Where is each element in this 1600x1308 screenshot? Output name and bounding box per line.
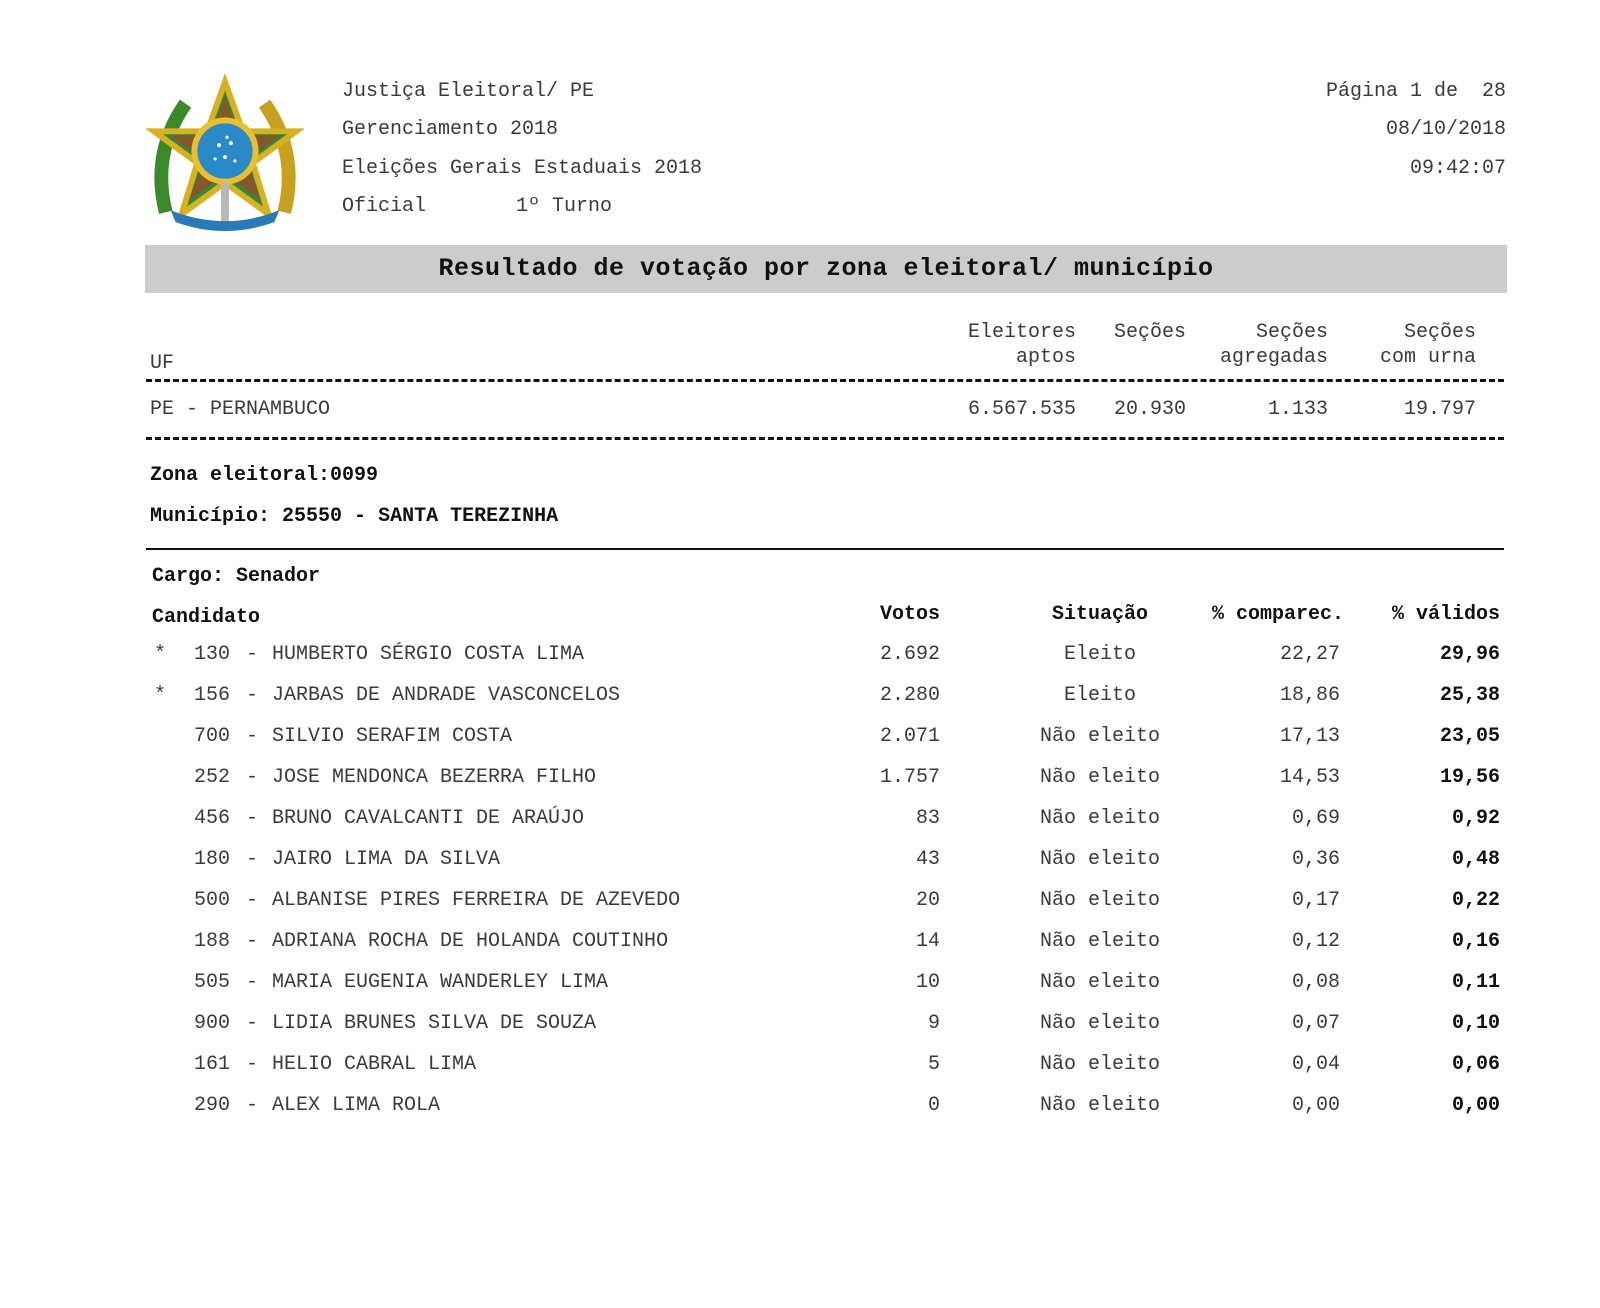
candidate-situation: Não eleito bbox=[1039, 1012, 1161, 1035]
candidate-comparec: 0,12 bbox=[1291, 930, 1340, 953]
candidate-validos: 0,06 bbox=[1451, 1053, 1500, 1076]
candidate-situation: Não eleito bbox=[1039, 1094, 1161, 1117]
separator-dash: - bbox=[246, 766, 259, 789]
candidate-situation: Não eleito bbox=[1039, 930, 1161, 953]
separator-dash: - bbox=[246, 1012, 259, 1035]
candidate-votes: 9 bbox=[927, 1012, 940, 1035]
candidate-validos: 0,92 bbox=[1451, 807, 1500, 830]
col-comparec: % comparec. bbox=[1211, 603, 1344, 626]
zona-value: 0099 bbox=[330, 464, 379, 487]
candidate-number: 290 bbox=[194, 1094, 231, 1117]
candidate-validos: 23,05 bbox=[1439, 725, 1500, 748]
cargo: Cargo: Senador bbox=[152, 565, 321, 588]
candidate-situation: Não eleito bbox=[1039, 725, 1161, 748]
candidate-comparec: 14,53 bbox=[1279, 766, 1340, 789]
report-title: Resultado de votação por zona eleitoral/ município bbox=[438, 254, 1214, 283]
candidate-name: JOSE MENDONCA BEZERRA FILHO bbox=[272, 766, 597, 789]
candidate-name: HUMBERTO SÉRGIO COSTA LIMA bbox=[272, 643, 585, 666]
dashed-divider bbox=[146, 437, 1504, 440]
separator-dash: - bbox=[246, 807, 259, 830]
candidate-name: ALBANISE PIRES FERREIRA DE AZEVEDO bbox=[272, 889, 681, 912]
candidate-comparec: 0,07 bbox=[1291, 1012, 1340, 1035]
separator-dash: - bbox=[246, 930, 259, 953]
candidate-name: ADRIANA ROCHA DE HOLANDA COUTINHO bbox=[272, 930, 669, 953]
candidate-comparec: 22,27 bbox=[1279, 643, 1340, 666]
col-secoes: Seções bbox=[1113, 321, 1186, 344]
col-candidato: Candidato bbox=[152, 606, 261, 629]
candidate-validos: 0,48 bbox=[1451, 848, 1500, 871]
header-round: 1º Turno bbox=[516, 195, 613, 218]
col-agregadas-line1: Seções bbox=[1255, 321, 1328, 344]
candidate-situation: Não eleito bbox=[1039, 807, 1161, 830]
cargo-value: Senador bbox=[236, 565, 321, 588]
candidate-elected-mark: * bbox=[154, 643, 167, 666]
header-election: Eleições Gerais Estaduais 2018 bbox=[342, 157, 703, 180]
candidate-votes: 20 bbox=[915, 889, 940, 912]
candidate-comparec: 0,04 bbox=[1291, 1053, 1340, 1076]
candidate-situation: Eleito bbox=[1063, 643, 1136, 666]
table-row bbox=[0, 848, 1600, 878]
candidate-votes: 2.692 bbox=[879, 643, 940, 666]
col-urna-line1: Seções bbox=[1403, 321, 1476, 344]
candidate-votes: 2.280 bbox=[879, 684, 940, 707]
table-row bbox=[0, 930, 1600, 960]
table-row bbox=[0, 1012, 1600, 1042]
separator-dash: - bbox=[246, 889, 259, 912]
uf-secoes: 20.930 bbox=[1113, 398, 1186, 421]
municipio-label: Município: 25550 - SANTA TEREZINHA bbox=[150, 505, 559, 528]
candidate-number: 161 bbox=[194, 1053, 231, 1076]
col-eleitores-line1: Eleitores bbox=[967, 321, 1076, 344]
uf-name: PE - PERNAMBUCO bbox=[150, 398, 331, 421]
candidate-comparec: 0,17 bbox=[1291, 889, 1340, 912]
col-uf: UF bbox=[150, 352, 175, 375]
separator-dash: - bbox=[246, 971, 259, 994]
candidate-elected-mark: * bbox=[154, 684, 167, 707]
candidate-votes: 14 bbox=[915, 930, 940, 953]
table-row bbox=[0, 684, 1600, 714]
candidate-number: 505 bbox=[194, 971, 231, 994]
candidate-validos: 0,22 bbox=[1451, 889, 1500, 912]
candidate-name: BRUNO CAVALCANTI DE ARAÚJO bbox=[272, 807, 585, 830]
candidate-number: 500 bbox=[194, 889, 231, 912]
candidate-votes: 0 bbox=[927, 1094, 940, 1117]
separator-dash: - bbox=[246, 1053, 259, 1076]
candidate-validos: 0,16 bbox=[1451, 930, 1500, 953]
candidate-name: HELIO CABRAL LIMA bbox=[272, 1053, 477, 1076]
candidate-votes: 1.757 bbox=[879, 766, 940, 789]
col-urna-line2: com urna bbox=[1379, 346, 1476, 369]
candidate-situation: Eleito bbox=[1063, 684, 1136, 707]
candidate-name: ALEX LIMA ROLA bbox=[272, 1094, 441, 1117]
candidate-validos: 25,38 bbox=[1439, 684, 1500, 707]
separator-dash: - bbox=[246, 848, 259, 871]
candidate-number: 130 bbox=[194, 643, 231, 666]
separator-dash: - bbox=[246, 1094, 259, 1117]
header-status: Oficial bbox=[342, 195, 427, 218]
table-row bbox=[0, 643, 1600, 673]
candidate-name: SILVIO SERAFIM COSTA bbox=[272, 725, 513, 748]
municipio-value: 25550 - SANTA TEREZINHA bbox=[282, 505, 559, 528]
candidate-number: 156 bbox=[194, 684, 231, 707]
table-row bbox=[0, 1094, 1600, 1124]
col-agregadas-line2: agregadas bbox=[1219, 346, 1328, 369]
candidate-validos: 0,00 bbox=[1451, 1094, 1500, 1117]
separator-dash: - bbox=[246, 725, 259, 748]
separator-dash: - bbox=[246, 643, 259, 666]
candidate-number: 180 bbox=[194, 848, 231, 871]
candidate-number: 700 bbox=[194, 725, 231, 748]
candidate-situation: Não eleito bbox=[1039, 848, 1161, 871]
page-number: Página 1 de 28 bbox=[1325, 80, 1506, 103]
candidate-number: 456 bbox=[194, 807, 231, 830]
candidate-votes: 43 bbox=[915, 848, 940, 871]
candidate-name: JARBAS DE ANDRADE VASCONCELOS bbox=[272, 684, 621, 707]
candidate-comparec: 0,36 bbox=[1291, 848, 1340, 871]
header-system: Gerenciamento 2018 bbox=[342, 118, 559, 141]
candidate-name: MARIA EUGENIA WANDERLEY LIMA bbox=[272, 971, 609, 994]
solid-divider bbox=[146, 548, 1504, 550]
uf-agregadas: 1.133 bbox=[1267, 398, 1328, 421]
uf-eleitores: 6.567.535 bbox=[967, 398, 1076, 421]
col-validos: % válidos bbox=[1391, 603, 1500, 626]
report-title-banner bbox=[145, 245, 1507, 293]
report-date: 08/10/2018 bbox=[1385, 118, 1506, 141]
candidate-validos: 0,11 bbox=[1451, 971, 1500, 994]
candidate-name: JAIRO LIMA DA SILVA bbox=[272, 848, 501, 871]
table-row bbox=[0, 807, 1600, 837]
col-votos: Votos bbox=[879, 603, 940, 626]
candidate-votes: 5 bbox=[927, 1053, 940, 1076]
candidate-comparec: 17,13 bbox=[1279, 725, 1340, 748]
candidate-number: 900 bbox=[194, 1012, 231, 1035]
candidate-comparec: 0,69 bbox=[1291, 807, 1340, 830]
candidate-validos: 29,96 bbox=[1439, 643, 1500, 666]
candidate-comparec: 0,00 bbox=[1291, 1094, 1340, 1117]
col-situacao: Situação bbox=[1051, 603, 1148, 626]
candidate-comparec: 18,86 bbox=[1279, 684, 1340, 707]
report-time: 09:42:07 bbox=[1409, 157, 1506, 180]
brasil-coat-of-arms-icon bbox=[146, 72, 304, 234]
zona-label: Zona eleitoral:0099 bbox=[150, 464, 379, 487]
dashed-divider bbox=[146, 379, 1504, 382]
candidate-votes: 83 bbox=[915, 807, 940, 830]
candidate-comparec: 0,08 bbox=[1291, 971, 1340, 994]
table-row bbox=[0, 889, 1600, 919]
table-row bbox=[0, 1053, 1600, 1083]
table-row bbox=[0, 766, 1600, 796]
col-eleitores-line2: aptos bbox=[1015, 346, 1076, 369]
candidate-number: 252 bbox=[194, 766, 231, 789]
separator-dash: - bbox=[246, 684, 259, 707]
candidate-situation: Não eleito bbox=[1039, 889, 1161, 912]
candidate-validos: 19,56 bbox=[1439, 766, 1500, 789]
candidate-name: LIDIA BRUNES SILVA DE SOUZA bbox=[272, 1012, 597, 1035]
candidate-situation: Não eleito bbox=[1039, 971, 1161, 994]
candidate-number: 188 bbox=[194, 930, 231, 953]
table-row bbox=[0, 725, 1600, 755]
candidate-votes: 10 bbox=[915, 971, 940, 994]
header-org: Justiça Eleitoral/ PE bbox=[342, 80, 595, 103]
table-row bbox=[0, 971, 1600, 1001]
candidate-situation: Não eleito bbox=[1039, 766, 1161, 789]
candidate-votes: 2.071 bbox=[879, 725, 940, 748]
uf-urna: 19.797 bbox=[1403, 398, 1476, 421]
candidate-situation: Não eleito bbox=[1039, 1053, 1161, 1076]
candidate-validos: 0,10 bbox=[1451, 1012, 1500, 1035]
